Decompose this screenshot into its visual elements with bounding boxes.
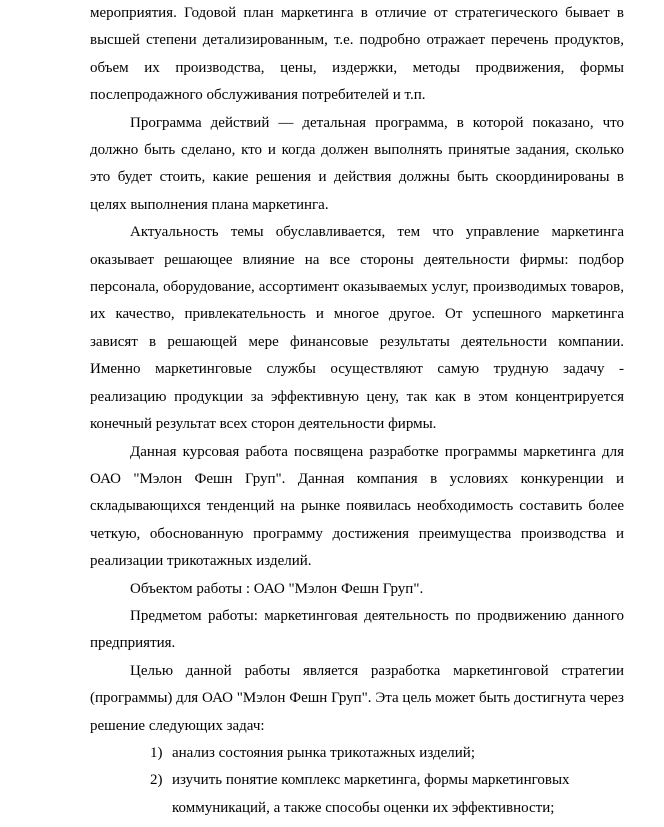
list-item-number: 1)	[150, 744, 163, 761]
list-item-text: изучить понятие комплекс маркетинга, формы маркетинговых коммуникаций, а также способы оценки их эффективности;	[172, 772, 570, 816]
list-item-number: 2)	[150, 772, 163, 789]
paragraph-goal: Целью данной работы является разработка маркетинговой стратегии (программы) для ОАО "Мэлон Фешн Груп". Эта цель может быть достигнута через решение следующих задач:	[90, 662, 624, 734]
paragraph-object: Объектом работы : ОАО "Мэлон Фешн Груп".	[130, 580, 424, 597]
paragraph-action-program: Программа действий — детальная программа, в которой показано, что должно быть сделано, кто и когда должен выполнять принятые задания, сколько это будет стоить, какие решения и действия должны быть скоординированы в целях выполнения плана маркетинга.	[90, 114, 624, 213]
list-item	[150, 767, 624, 822]
paragraph-relevance: Актуальность темы обуславливается, тем что управление маркетинга оказывает решающее влияние на все стороны деятельности фирмы: подбор персонала, оборудование, ассортимент оказываемых услуг, производимых товаров, их качество, привлекательность и многое другое. От успешного маркетинга зависят в решающей мере финансовые результаты деятельности компании. Именно маркетинговые службы осуществляют самую трудную задачу - реализацию продукции за эффективную цену, так как в этом концентрируется конечный результат всех сторон деятельности фирмы.	[90, 224, 624, 433]
paragraph-course-work: Данная курсовая работа посвящена разработке программы маркетинга для ОАО "Мэлон Фешн Груп". Данная компания в условиях конкуренции и складывающихся тенденций на рынке появилась необходимость составить более четкую, обоснованную программу достижения преимущества производства и реализации трикотажных изделий.	[90, 443, 624, 570]
tasks-list	[90, 740, 624, 822]
list-item-text: анализ состояния рынка трикотажных изделий;	[172, 744, 475, 761]
list-item	[150, 740, 624, 767]
document-page	[90, 0, 624, 822]
paragraph-subject: Предметом работы: маркетинговая деятельность по продвижению данного предприятия.	[90, 607, 624, 652]
paragraph-annual-plan: мероприятия. Годовой план маркетинга в отличие от стратегического бывает в высшей степени детализированным, т.е. подробно отражает перечень продуктов, объем их производства, цены, издержки, методы продвижения, формы послепродажного обслуживания потребителей и т.п.	[90, 5, 624, 104]
